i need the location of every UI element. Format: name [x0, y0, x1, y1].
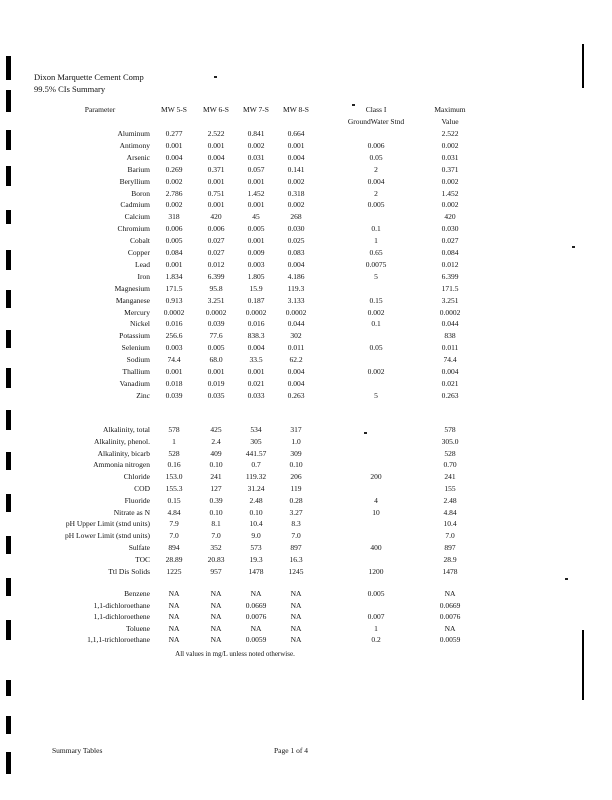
cell-max: 6.399	[441, 271, 459, 281]
cell-mw6: 0.039	[207, 319, 225, 329]
cell-max: 0.030	[441, 224, 459, 234]
parameter-label: 1,1-dichloroethane	[93, 600, 150, 610]
cell-max: 0.084	[441, 248, 459, 257]
cell-mw8: 16.3	[289, 554, 303, 564]
col-header-mw7: MW 7-S	[243, 105, 269, 114]
cell-std: 0.0075	[365, 259, 387, 269]
scan-edge-mark	[6, 716, 11, 734]
cell-mw5: 0.001	[165, 367, 183, 376]
parameter-label: TOC	[135, 554, 150, 564]
cell-std: 0.2	[371, 635, 381, 645]
company-name: Dixon Marquette Cement Comp	[34, 72, 144, 82]
cell-mw6: 420	[210, 212, 222, 222]
cell-mw6: 0.39	[209, 495, 223, 505]
cell-mw5: 7.9	[169, 519, 179, 529]
parameter-label: Toluene	[125, 623, 150, 633]
cell-mw7: 0.016	[247, 319, 265, 329]
cell-std: 5	[374, 271, 378, 281]
cell-mw8: 0.002	[287, 176, 305, 186]
cell-mw6: 20.83	[207, 554, 225, 564]
cell-mw6: 8.1	[211, 519, 221, 529]
cell-mw5: 155.3	[165, 484, 183, 493]
cell-mw6: 0.005	[207, 343, 225, 353]
cell-mw6: NA	[210, 589, 222, 598]
cell-mw8: 3.133	[287, 295, 305, 305]
cell-mw6: NA	[210, 600, 222, 610]
cell-std: 1	[374, 623, 378, 633]
parameter-label: Antimony	[119, 140, 150, 150]
cell-mw6: 352	[210, 543, 222, 552]
scan-speck	[214, 76, 217, 78]
cell-mw8: 0.004	[287, 259, 305, 269]
parameter-label: Arsenic	[126, 152, 150, 162]
parameter-label: Cobalt	[130, 236, 150, 246]
cell-max: 0.70	[443, 460, 457, 470]
cell-mw5: 256.6	[165, 331, 183, 341]
cell-mw6: 241	[210, 472, 222, 482]
cell-max: 155	[444, 484, 456, 493]
cell-mw6: 0.0002	[205, 307, 227, 317]
cell-mw7: 31.24	[247, 484, 265, 493]
cell-mw6: 2.4	[211, 436, 221, 446]
cell-max: 0.004	[441, 367, 459, 376]
parameter-label: Nitrate as N	[113, 507, 150, 517]
document-subtitle: 99.5% CIs Summary	[34, 84, 106, 94]
cell-mw7: 1.452	[247, 188, 265, 198]
cell-mw5: NA	[168, 600, 180, 610]
scan-edge-mark	[6, 752, 11, 774]
parameter-label: Sodium	[126, 355, 150, 365]
cell-mw8: 0.025	[287, 236, 305, 246]
cell-mw6: 0.001	[207, 367, 225, 376]
cell-mw5: 171.5	[165, 283, 183, 293]
parameter-label: Thallium	[122, 367, 150, 376]
cell-mw5: 1.834	[165, 271, 183, 281]
cell-mw7: 2.48	[249, 495, 263, 505]
cell-std: 0.007	[367, 612, 385, 622]
cell-mw8: 62.2	[289, 355, 303, 365]
parameter-label: 1,1-dichloroethene	[93, 612, 150, 622]
cell-mw7: 305	[250, 436, 262, 446]
cell-mw8: 7.0	[291, 531, 301, 541]
parameter-label: Mercury	[124, 307, 150, 317]
cell-mw5: 1	[172, 436, 176, 446]
cell-mw5: 74.4	[167, 355, 181, 365]
col-header-mw6: MW 6-S	[203, 105, 229, 114]
cell-max: 0.011	[441, 343, 459, 353]
cell-mw7: 0.001	[247, 367, 265, 376]
cell-max: 74.4	[443, 355, 457, 365]
cell-mw8: 119	[290, 484, 302, 493]
cell-mw7: 0.001	[247, 176, 265, 186]
scan-speck	[572, 246, 575, 248]
cell-max: 0.021	[441, 378, 459, 388]
cell-max: 838	[444, 331, 456, 341]
cell-mw8: 0.004	[287, 378, 305, 388]
parameter-label: Calcium	[124, 212, 150, 222]
cell-max: 3.251	[441, 295, 459, 305]
cell-max: 2.522	[441, 129, 459, 138]
cell-mw8: 0.002	[287, 200, 305, 210]
cell-mw7: 15.9	[249, 283, 263, 293]
cell-mw5: 0.004	[165, 152, 183, 162]
cell-mw8: NA	[290, 600, 302, 610]
cell-mw5: NA	[168, 612, 180, 622]
cell-std: 0.1	[371, 224, 381, 234]
cell-mw5: 4.84	[167, 507, 181, 517]
col-header-maximum-line2: Value	[441, 117, 459, 126]
cell-mw8: 268	[290, 212, 302, 222]
parameter-label: Copper	[127, 248, 150, 257]
cell-mw6: 0.10	[209, 460, 223, 470]
cell-mw7: 0.031	[247, 152, 265, 162]
cell-mw5: 0.16	[167, 460, 181, 470]
parameter-label: Chloride	[123, 472, 150, 482]
parameter-label: Lead	[135, 259, 150, 269]
cell-std: 0.15	[369, 295, 383, 305]
cell-mw8: NA	[290, 635, 302, 645]
parameter-label: Chromium	[117, 224, 150, 234]
parameter-label: Nickel	[130, 319, 150, 329]
cell-mw5: NA	[168, 589, 180, 598]
cell-mw7: 45	[252, 212, 260, 222]
parameter-label: Sulfate	[128, 543, 150, 552]
cell-std: 4	[374, 495, 378, 505]
cell-mw6: NA	[210, 635, 222, 645]
cell-mw5: 0.001	[165, 140, 183, 150]
cell-max: 0.371	[441, 164, 459, 174]
cell-max: 0.044	[441, 319, 459, 329]
parameter-label: Alkalinity, phenol.	[94, 436, 150, 446]
cell-mw7: 534	[250, 425, 262, 434]
cell-mw8: 0.664	[287, 129, 305, 138]
cell-mw7: 573	[250, 543, 262, 552]
cell-mw7: 33.5	[249, 355, 263, 365]
units-note: All values in mg/L unless noted otherwise.	[175, 650, 295, 658]
cell-mw6: 0.035	[207, 390, 225, 400]
parameter-label: 1,1,1-trichloroethane	[87, 635, 150, 645]
cell-mw5: 7.0	[169, 531, 179, 541]
scan-edge-mark	[6, 90, 11, 112]
cell-std: 0.65	[369, 248, 383, 257]
cell-mw5: 1225	[166, 566, 182, 576]
cell-mw8: 0.28	[289, 495, 303, 505]
cell-std: 0.006	[367, 140, 385, 150]
cell-mw5: 0.005	[165, 236, 183, 246]
cell-mw6: 0.027	[207, 248, 225, 257]
cell-std: 0.05	[369, 343, 383, 353]
scan-edge-mark	[6, 680, 11, 696]
parameter-label: Alkalinity, bicarb	[97, 448, 150, 458]
parameter-label: pH Lower Limit (stnd units)	[65, 531, 150, 541]
cell-max: 0.0669	[439, 600, 461, 610]
parameter-label: Fluoride	[124, 495, 150, 505]
cell-mw5: 0.15	[167, 495, 181, 505]
cell-mw7: 0.005	[247, 224, 265, 234]
cell-mw5: 0.269	[165, 164, 183, 174]
cell-mw7: 0.001	[247, 200, 265, 210]
cell-mw6: 68.0	[209, 355, 223, 365]
cell-mw6: 3.251	[207, 295, 225, 305]
cell-max: NA	[444, 623, 456, 633]
cell-mw6: 0.006	[207, 224, 225, 234]
cell-mw6: 2.522	[207, 129, 225, 138]
cell-mw5: 578	[168, 425, 180, 434]
parameter-label: Ammonia nitrogen	[93, 460, 150, 470]
cell-mw8: 0.004	[287, 367, 305, 376]
cell-std: 0.1	[371, 319, 381, 329]
cell-mw5: 0.003	[165, 343, 183, 353]
col-header-mw8: MW 8-S	[283, 105, 309, 114]
cell-mw8: 206	[290, 472, 302, 482]
cell-mw5: 0.002	[165, 200, 183, 210]
cell-mw6: 7.0	[211, 531, 221, 541]
parameter-label: Cadmium	[120, 200, 150, 210]
parameter-label: Beryllium	[119, 176, 150, 186]
cell-mw7: 0.841	[247, 129, 265, 138]
cell-mw5: 0.006	[165, 224, 183, 234]
cell-mw7: 9.0	[251, 531, 261, 541]
cell-max: 0.012	[441, 259, 459, 269]
cell-max: 0.0076	[439, 612, 461, 622]
cell-mw5: 2.786	[165, 188, 183, 198]
col-header-maximum-line1: Maximum	[434, 105, 466, 114]
cell-mw5: 0.018	[165, 378, 183, 388]
parameter-label: Barium	[127, 164, 150, 174]
cell-max: 241	[444, 472, 456, 482]
cell-mw6: 0.019	[207, 378, 225, 388]
cell-std: 10	[372, 507, 380, 517]
cell-max: 897	[444, 543, 456, 552]
cell-mw8: 4.186	[287, 271, 305, 281]
cell-mw8: 897	[290, 543, 302, 552]
cell-mw8: 0.011	[287, 343, 305, 353]
scan-speck	[565, 578, 568, 580]
cell-mw5: 528	[168, 448, 180, 458]
cell-std: 0.002	[367, 307, 385, 317]
cell-mw8: 317	[290, 425, 302, 434]
cell-mw5: 28.89	[165, 554, 183, 564]
cell-mw7: 0.0002	[245, 307, 267, 317]
parameter-label: Selenium	[121, 343, 150, 353]
cell-max: NA	[444, 589, 456, 598]
cell-mw7: 0.057	[247, 164, 265, 174]
cell-mw6: 425	[210, 425, 222, 434]
scan-speck	[364, 432, 367, 434]
cell-mw8: 0.318	[287, 188, 305, 198]
cell-max: 0.0002	[439, 307, 461, 317]
cell-mw7: 1.805	[247, 271, 265, 281]
parameter-label: Zinc	[136, 390, 150, 400]
cell-mw6: 0.371	[207, 164, 225, 174]
cell-mw5: 0.039	[165, 390, 183, 400]
cell-mw8: 0.0002	[285, 307, 307, 317]
cell-mw6: 0.751	[207, 188, 225, 198]
cell-mw6: 95.8	[209, 283, 223, 293]
col-header-standard-line1: Class I	[365, 105, 387, 114]
cell-mw5: 894	[168, 543, 180, 552]
cell-max: 1478	[442, 566, 458, 576]
cell-mw8: NA	[290, 623, 302, 633]
cell-mw7: 0.033	[247, 390, 265, 400]
cell-mw5: 0.002	[165, 176, 183, 186]
cell-mw8: 0.030	[287, 224, 305, 234]
scan-edge-mark	[582, 630, 584, 700]
cell-mw5: 0.277	[165, 129, 183, 138]
cell-std: 2	[374, 188, 378, 198]
cell-mw8: 0.083	[287, 248, 305, 257]
cell-mw5: 0.016	[165, 319, 183, 329]
cell-max: 420	[444, 212, 456, 222]
cell-mw6: 409	[210, 448, 222, 458]
cell-mw7: 0.7	[251, 460, 261, 470]
cell-mw7: 0.0076	[245, 612, 267, 622]
cell-std: 0.005	[367, 200, 385, 210]
cell-mw7: 0.021	[247, 378, 265, 388]
cell-mw6: 0.10	[209, 507, 223, 517]
footer-page-number: Page 1 of 4	[274, 746, 308, 755]
cell-max: 7.0	[445, 531, 455, 541]
cell-mw8: NA	[290, 612, 302, 622]
cell-mw7: 0.009	[247, 248, 265, 257]
cell-std: 0.002	[367, 367, 385, 376]
cell-max: 28.9	[443, 554, 457, 564]
cell-max: 0.0059	[439, 635, 461, 645]
cell-mw7: 10.4	[249, 519, 263, 529]
cell-std: 1	[374, 236, 378, 246]
cell-mw8: 0.004	[287, 152, 305, 162]
cell-max: 0.002	[441, 140, 459, 150]
cell-mw5: 0.001	[165, 259, 183, 269]
cell-max: 10.4	[443, 519, 457, 529]
cell-std: 1200	[368, 566, 384, 576]
cell-std: 0.005	[367, 589, 385, 598]
parameter-label: Magnesium	[114, 283, 150, 293]
cell-mw7: 0.10	[249, 507, 263, 517]
parameter-label: Benzene	[124, 589, 150, 598]
col-header-parameter: Parameter	[84, 105, 116, 114]
cell-max: 0.027	[441, 236, 459, 246]
cell-std: 400	[370, 543, 382, 552]
cell-mw6: 0.001	[207, 176, 225, 186]
cell-mw7: NA	[250, 589, 262, 598]
cell-mw8: 309	[290, 448, 302, 458]
parameter-label: Manganese	[115, 295, 150, 305]
cell-mw8: 1.0	[291, 436, 301, 446]
cell-mw6: 0.001	[207, 200, 225, 210]
cell-mw8: 0.044	[287, 319, 305, 329]
parameter-label: Boron	[131, 188, 150, 198]
parameter-label: pH Upper Limit (stnd units)	[65, 519, 150, 529]
cell-mw7: 1478	[248, 566, 264, 576]
col-header-standard-line2: GroundWater Stnd	[347, 117, 405, 126]
cell-mw8: 0.10	[289, 460, 303, 470]
cell-mw6: NA	[210, 612, 222, 622]
cell-max: 0.031	[441, 152, 459, 162]
cell-max: 1.452	[441, 188, 459, 198]
cell-mw6: NA	[210, 623, 222, 633]
cell-std: 0.05	[369, 152, 383, 162]
cell-mw6: 127	[210, 484, 222, 493]
cell-max: 0.002	[441, 176, 459, 186]
footer-section-title: Summary Tables	[52, 746, 103, 755]
cell-mw8: NA	[290, 589, 302, 598]
cell-mw7: 0.001	[247, 236, 265, 246]
scan-edge-mark	[582, 44, 584, 88]
cell-mw7: 0.0669	[245, 600, 267, 610]
parameter-label: Iron	[137, 271, 150, 281]
cell-std: 2	[374, 164, 378, 174]
parameter-label: Potassium	[119, 331, 150, 341]
cell-mw6: 0.001	[207, 140, 225, 150]
cell-max: 4.84	[443, 507, 457, 517]
cell-mw7: 0.004	[247, 343, 265, 353]
cell-max: 578	[444, 425, 456, 434]
cell-std: 0.004	[367, 176, 385, 186]
cell-mw5: 318	[168, 212, 180, 222]
cell-mw8: 302	[290, 331, 302, 341]
parameter-label: Alkalinity, total	[102, 425, 150, 434]
cell-max: 2.48	[443, 495, 457, 505]
col-header-mw5: MW 5-S	[161, 105, 187, 114]
cell-mw8: 1245	[288, 566, 304, 576]
cell-mw8: 8.3	[291, 519, 301, 529]
cell-mw5: 0.913	[165, 295, 183, 305]
parameter-label: Vanadium	[119, 378, 150, 388]
cell-mw8: 0.001	[287, 140, 305, 150]
cell-mw7: 838.3	[247, 331, 265, 341]
cell-mw7: 0.003	[247, 259, 265, 269]
cell-mw6: 0.027	[207, 236, 225, 246]
cell-mw6: 0.004	[207, 152, 225, 162]
cell-mw6: 77.6	[209, 331, 223, 341]
cell-mw6: 0.012	[207, 259, 225, 269]
cell-mw5: 0.084	[165, 248, 183, 257]
cell-max: 528	[444, 448, 456, 458]
cell-mw6: 957	[210, 566, 222, 576]
cell-mw7: 0.0059	[245, 635, 267, 645]
cell-mw5: NA	[168, 635, 180, 645]
cell-mw7: 0.187	[247, 295, 265, 305]
cell-mw5: NA	[168, 623, 180, 633]
cell-mw8: 3.27	[289, 507, 303, 517]
cell-std: 5	[374, 390, 378, 400]
scan-edge-mark	[6, 56, 11, 80]
cell-mw8: 0.141	[287, 164, 305, 174]
parameter-label: COD	[134, 484, 150, 493]
cell-mw6: 6.399	[207, 271, 225, 281]
cell-mw8: 119.3	[287, 283, 305, 293]
cell-std: 200	[370, 472, 382, 482]
cell-mw7: 441.57	[245, 448, 267, 458]
cell-mw7: 0.002	[247, 140, 265, 150]
cell-max: 305.0	[441, 436, 459, 446]
parameter-label: Ttl Dis Solids	[108, 566, 150, 576]
cell-mw5: 153.0	[165, 472, 183, 482]
cell-max: 0.002	[441, 200, 459, 210]
cell-mw7: NA	[250, 623, 262, 633]
cell-max: 0.263	[441, 390, 459, 400]
parameter-label: Aluminum	[117, 129, 150, 138]
cell-mw5: 0.0002	[163, 307, 185, 317]
cell-mw7: 19.3	[249, 554, 263, 564]
cell-mw8: 0.263	[287, 390, 305, 400]
cell-max: 171.5	[441, 283, 459, 293]
cell-mw7: 119.32	[245, 472, 267, 482]
